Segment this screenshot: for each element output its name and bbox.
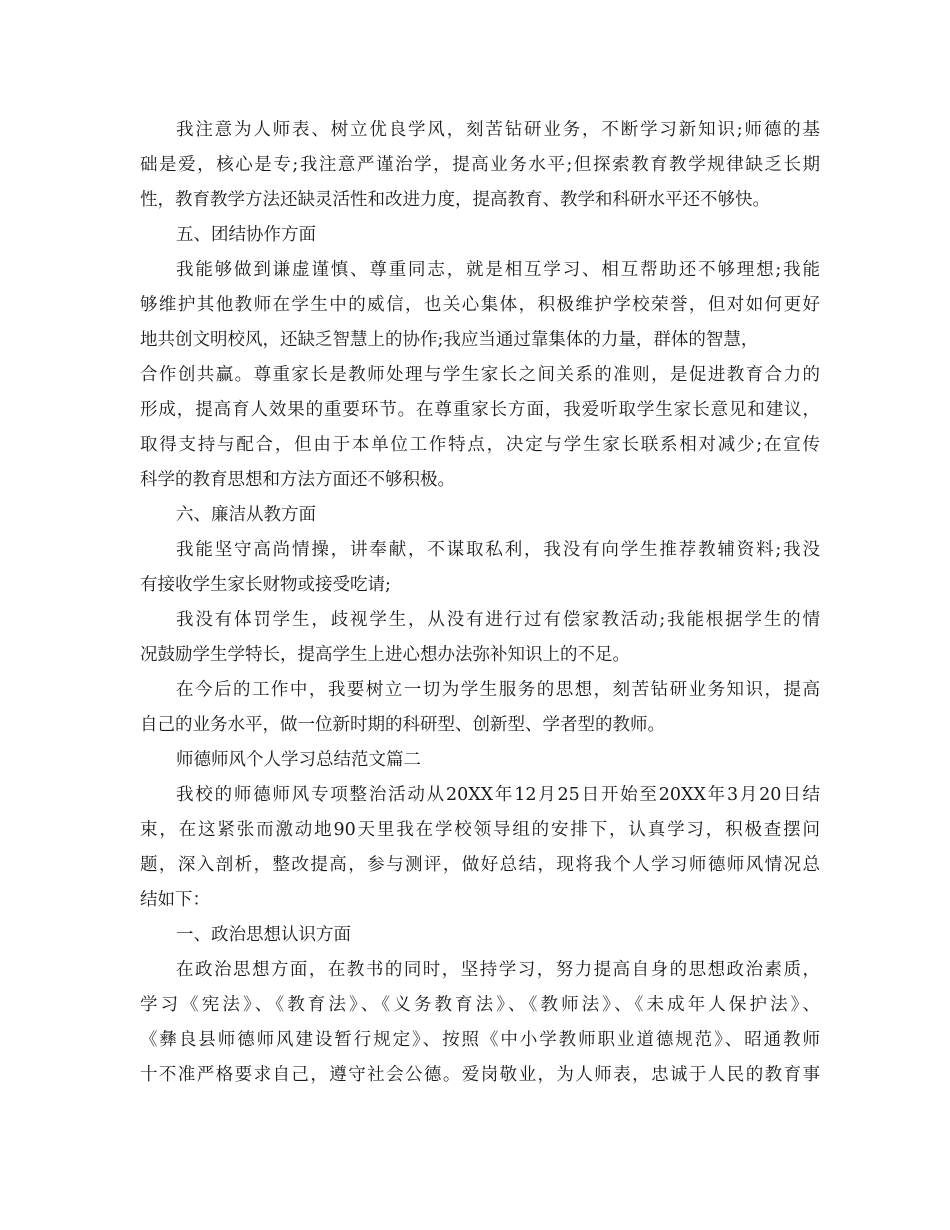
document-line: 在今后的工作中，我要树立一切为学生服务的思想，刻苦钻研业务知识，提高 <box>176 680 820 700</box>
document-line: 学习《宪法》、《教育法》、《义务教育法》、《教师法》、《未成年人保护法》、 <box>140 995 820 1015</box>
document-line: 一、政治思想认识方面 <box>176 925 351 945</box>
document-line: 我注意为人师表、树立优良学风，刻苦钻研业务，不断学习新知识;师德的基 <box>176 120 820 140</box>
document-line: 况鼓励学生学特长，提高学生上进心想办法弥补知识上的不足。 <box>140 645 630 665</box>
document-line: 结如下： <box>140 890 210 910</box>
document-line: 形成，提高育人效果的重要环节。在尊重家长方面，我爱听取学生家长意见和建议， <box>140 400 820 420</box>
document-line: 师德师风个人学习总结范文篇二 <box>176 750 421 770</box>
document-line: 地共创文明校风，还缺乏智慧上的协作;我应当通过靠集体的力量，群体的智慧， <box>140 330 759 350</box>
document-line: 十不准严格要求自己，遵守社会公德。爱岗敬业，为人师表，忠诚于人民的教育事 <box>140 1065 820 1085</box>
document-line: 题，深入剖析，整改提高，参与测评，做好总结，现将我个人学习师德师风情况总 <box>140 855 820 875</box>
document-line: 我没有体罚学生，歧视学生，从没有进行过有偿家教活动;我能根据学生的情 <box>176 610 820 630</box>
document-line: 我校的师德师风专项整治活动从20XX年12月25日开始至20XX年3月20日结 <box>176 785 820 805</box>
document-line: 我能够做到谦虚谨慎、尊重同志，就是相互学习、相互帮助还不够理想;我能 <box>176 260 820 280</box>
document-body <box>140 113 820 1093</box>
document-line: 性，教育教学方法还缺灵活性和改进力度，提高教育、教学和科研水平还不够快。 <box>140 190 770 210</box>
document-line: 有接收学生家长财物或接受吃请; <box>140 575 391 595</box>
document-line: 自己的业务水平，做一位新时期的科研型、创新型、学者型的教师。 <box>140 715 665 735</box>
document-line: 合作创共赢。尊重家长是教师处理与学生家长之间关系的准则，是促进教育合力的 <box>140 365 820 385</box>
document-line: 在政治思想方面，在教书的同时，坚持学习，努力提高自身的思想政治素质， <box>176 960 820 980</box>
document-line: 《彝良县师德师风建设暂行规定》、按照《中小学教师职业道德规范》、昭通教师 <box>140 1030 820 1050</box>
document-line: 础是爱，核心是专;我注意严谨治学，提高业务水平;但探索教育教学规律缺乏长期 <box>140 155 820 175</box>
document-line: 够维护其他教师在学生中的威信，也关心集体，积极维护学校荣誉，但对如何更好 <box>140 295 820 315</box>
document-line: 科学的教育思想和方法方面还不够积极。 <box>140 470 455 490</box>
document-line: 取得支持与配合，但由于本单位工作特点，决定与学生家长联系相对减少;在宣传 <box>140 435 820 455</box>
document-line: 六、廉洁从教方面 <box>176 505 316 525</box>
document-line: 我能坚守高尚情操，讲奉献，不谋取私利，我没有向学生推荐教辅资料;我没 <box>176 540 820 560</box>
document-line: 五、团结协作方面 <box>176 225 316 245</box>
document-line: 束，在这紧张而激动地90天里我在学校领导组的安排下，认真学习，积极查摆问 <box>140 820 820 840</box>
